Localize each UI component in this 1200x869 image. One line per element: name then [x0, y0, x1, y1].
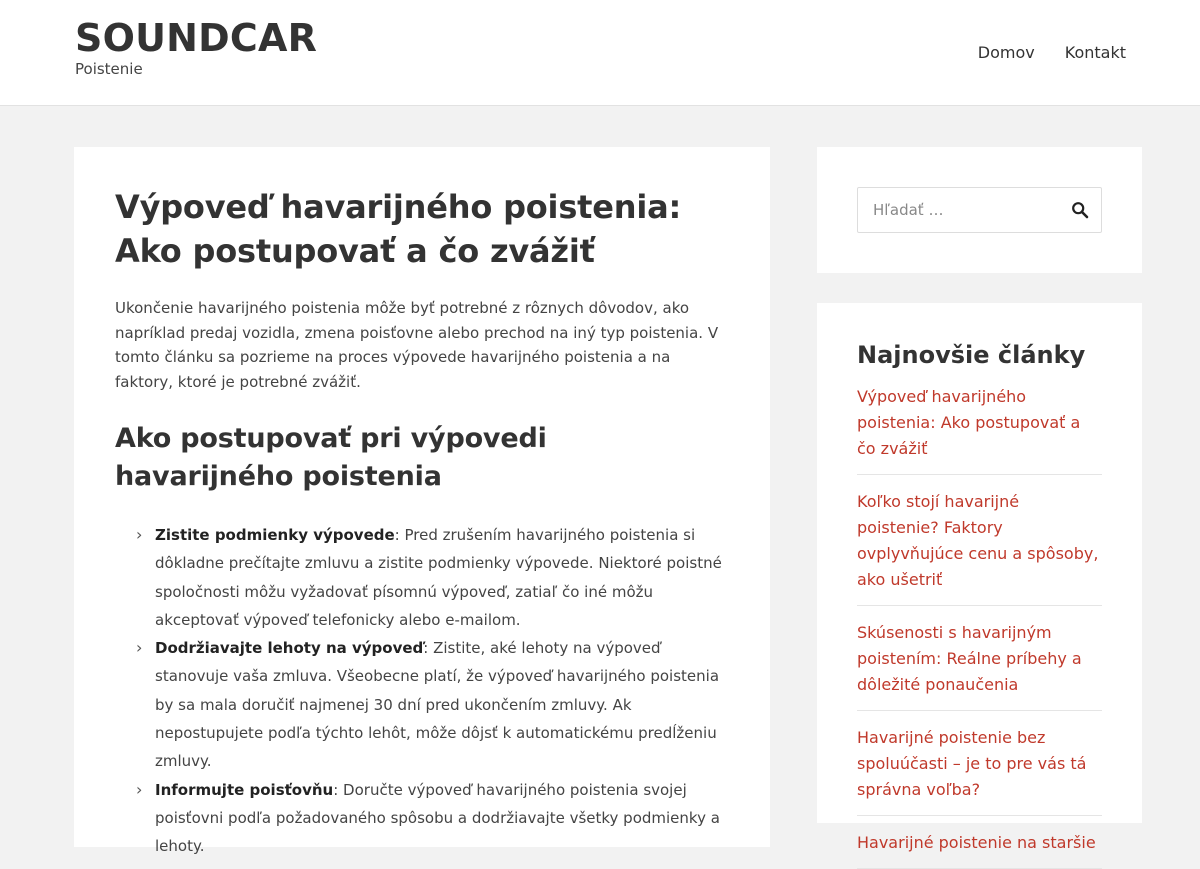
article: [74, 147, 770, 856]
search-button[interactable]: [1071, 201, 1089, 219]
recent-post-link[interactable]: Havarijné poistenie bez spoluúčasti – je to pre vás tá správna voľba?: [857, 728, 1087, 799]
list-item: [857, 725, 1102, 816]
site-tagline: Poistenie: [75, 60, 143, 78]
list-item: [857, 620, 1102, 711]
chevron-right-icon: ›: [136, 779, 143, 799]
recent-posts-widget: [817, 303, 1142, 852]
steps-list: [115, 521, 730, 861]
list-item-term: Zistite podmienky výpovede: [155, 526, 395, 544]
chevron-right-icon: ›: [136, 638, 143, 658]
search-widget: [817, 147, 1142, 273]
site-title[interactable]: SOUNDCAR: [75, 16, 318, 60]
list-item: [857, 384, 1102, 475]
nav-item-kontakt[interactable]: Kontakt: [1064, 43, 1126, 62]
recent-post-link[interactable]: Koľko stojí havarijné poistenie? Faktory ovplyvňujúce cenu a spôsoby, ako ušetriť: [857, 492, 1099, 589]
recent-posts-title: Najnovšie články: [857, 341, 1086, 369]
site-header: [0, 0, 1200, 106]
chevron-right-icon: ›: [136, 525, 143, 544]
list-item: [115, 776, 730, 861]
list-item-text: : Doručte výpoveď havarijného poistenia svojej poisťovni podľa požadovaného spôsobu a dodržiavajte všetky podmienky a lehoty.: [155, 780, 720, 856]
section-heading: Ako postupovať pri výpovedi havarijného poistenia: [115, 423, 547, 492]
article-intro: Ukončenie havarijného poistenia môže byť potrebné z rôznych dôvodov, ako napríklad predaj vozidla, zmena poisťovne alebo prechod na iný typ poistenia. V tomto článku sa pozrieme na proces výpovede havarijného poistenia a na faktory, ktoré je potrebné zvážiť.: [115, 299, 719, 391]
nav-item-domov[interactable]: Domov: [977, 43, 1035, 62]
search-icon: [1071, 201, 1089, 219]
list-item-text: : Pred zrušením havarijného poistenia si dôkladne prečítajte zmluvu a zistite podmienky výpovede. Niektoré poistné spoločnosti môžu vyžadovať písomnú výpoveď, zatiaľ čo iné môžu akceptovať výpoveď telefonicky alebo e-mailom.: [155, 526, 722, 629]
recent-posts-list: [857, 384, 1102, 869]
list-item: [857, 489, 1102, 606]
list-item-term: Dodržiavajte lehoty na výpoveď: [155, 639, 424, 658]
recent-post-link[interactable]: Skúsenosti s havarijným poistením: Reálne príbehy a dôležité ponaučenia: [857, 623, 1082, 694]
list-item-text: : Zistite, aké lehoty na výpoveď stanovuje vaša zmluva. Všeobecne platí, že výpoveď havarijného poistenia by sa mala doručiť najmenej 30 dní pred ukončením zmluvy. Ak nepostupujete podľa týchto lehôt, môže dôjsť k automatickému predĺženiu zmluvy.: [155, 639, 720, 771]
list-item: [857, 830, 1102, 869]
recent-post-link[interactable]: Výpoveď havarijného poistenia: Ako postupovať a čo zvážiť: [857, 387, 1081, 458]
article-title: Výpoveď havarijného poistenia: Ako postupovať a čo zvážiť: [115, 188, 682, 270]
search-form: [857, 187, 1102, 233]
list-item: [115, 634, 730, 775]
list-item-term: Informujte poisťovňu: [155, 780, 334, 799]
recent-post-link[interactable]: Havarijné poistenie na staršie: [857, 833, 1096, 852]
search-input[interactable]: [858, 188, 1058, 232]
list-item: [115, 521, 730, 634]
main-nav: [978, 43, 1126, 62]
